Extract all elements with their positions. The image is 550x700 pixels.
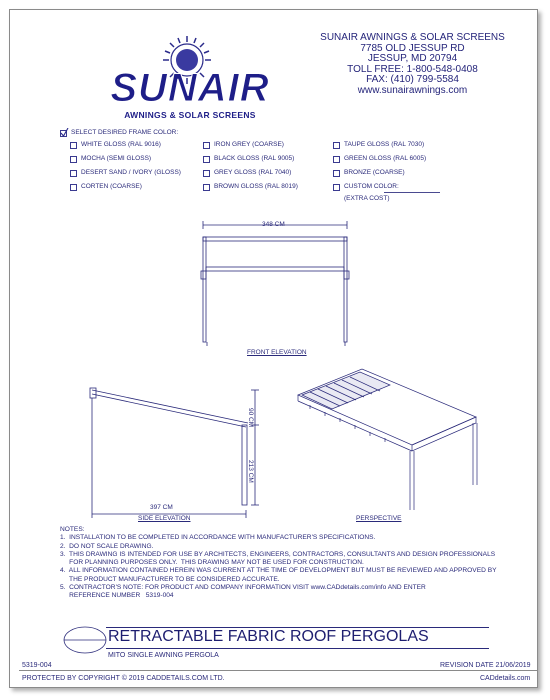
note-line: 1. INSTALLATION TO BE COMPLETED IN ACCORDANCE WITH MANUFACTURER'S SPECIFICATIONS. [60,534,376,542]
color-option-label: TAUPE GLOSS (RAL 7030) [344,141,425,148]
side-height-dimension: 213 CM [247,460,254,483]
frame-color-option[interactable] [70,183,142,191]
revision-date: REVISION DATE 21/06/2019 [440,662,531,669]
frame-color-option[interactable] [203,183,298,191]
company-fax: FAX: (410) 799-5584 [366,74,459,85]
color-option-label: CUSTOM COLOR: [344,183,399,190]
copyright-text: PROTECTED BY COPYRIGHT © 2019 CADDETAILS.COM LTD. [22,675,225,682]
front-width-dimension: 348 CM [262,221,285,228]
color-checkbox[interactable] [333,156,340,163]
color-checkbox[interactable] [333,184,340,191]
color-checkbox[interactable] [203,156,210,163]
color-option-label: BROWN GLOSS (RAL 8019) [214,183,298,190]
note-line: 5. CONTRACTOR'S NOTE: FOR PRODUCT AND COMPANY INFORMATION VISIT www.CADdetails.com/info AND ENTER [60,584,426,592]
note-line: 2. DO NOT SCALE DRAWING. [60,542,154,550]
side-elevation-label: SIDE ELEVATION [138,515,191,522]
notes-list [60,534,496,600]
frame-color-heading [60,129,178,137]
frame-color-option[interactable] [70,169,181,177]
color-option-label: BRONZE (COARSE) [344,169,405,176]
perspective-label: PERSPECTIVE [356,515,402,522]
perspective-drawing [290,365,490,515]
reference-number: 5319-004 [22,662,52,669]
heading-checkbox[interactable] [60,130,67,137]
frame-color-option[interactable] [333,155,426,163]
side-rise-dimension: 90 CM [247,408,254,428]
company-address1: 7785 OLD JESSUP RD [360,42,465,54]
frame-color-option[interactable] [70,141,161,149]
sunair-logo [105,32,275,132]
company-address2: JESSUP, MD 20794 [367,53,458,64]
color-option-label: WHITE GLOSS (RAL 9016) [81,141,161,148]
custom-color-line [384,192,440,193]
frame-color-option[interactable] [333,169,405,177]
color-option-label: GREEN GLOSS (RAL 6005) [344,155,427,162]
color-checkbox[interactable] [203,170,210,177]
drawing-title: RETRACTABLE FABRIC ROOF PERGOLAS [108,628,429,645]
color-option-label: MOCHA (SEMI GLOSS) [81,155,152,162]
note-line: FOR PLANNING PURPOSES ONLY. THIS DRAWING MAY NOT BE USED FOR CONSTRUCTION. [60,559,364,567]
frame-color-option[interactable] [203,169,291,177]
front-elevation-drawing [190,215,365,355]
color-checkbox[interactable] [203,142,210,149]
front-elevation-label: FRONT ELEVATION [247,349,307,356]
frame-color-heading-text: SELECT DESIRED FRAME COLOR: [71,129,179,136]
notes-heading: NOTES: [60,526,85,533]
frame-color-option[interactable] [70,155,151,163]
frame-color-option[interactable] [333,183,399,191]
frame-color-option[interactable] [333,141,424,149]
frame-color-option[interactable] [203,155,294,163]
color-option-label: DESERT SAND / IVORY (GLOSS) [81,169,181,176]
frame-color-option[interactable] [203,141,284,149]
color-option-label: BLACK GLOSS (RAL 9005) [214,155,295,162]
note-line: 4. ALL INFORMATION CONTAINED HEREIN WAS CURRENT AT THE TIME OF DEVELOPMENT BUT MUST BE REVIEWED AND APPROVED BY [60,567,497,575]
color-option-label: GREY GLOSS (RAL 7040) [214,169,292,176]
logo-subtitle: AWNINGS & SOLAR SCREENS [124,110,256,120]
side-depth-dimension: 397 CM [150,504,173,511]
notes-section [60,526,496,601]
drawing-sheet [9,9,538,688]
color-option-label: CORTEN (COARSE) [81,183,142,190]
ref-rule [19,670,537,671]
drawing-subtitle: MITO SINGLE AWNING PERGOLA [108,652,219,659]
company-name: SUNAIR AWNINGS & SOLAR SCREENS [320,32,505,43]
color-checkbox[interactable] [70,184,77,191]
note-line: REFERENCE NUMBER 5319-004 [60,592,174,600]
company-contact [310,33,515,96]
color-option-label: IRON GREY (COARSE) [214,141,284,148]
color-checkbox[interactable] [333,170,340,177]
note-line: 3. THIS DRAWING IS INTENDED FOR USE BY ARCHITECTS, ENGINEERS, CONTRACTORS, CONSULTANTS AND DESIGN PROFESSIONALS [60,550,496,558]
caddetails-site[interactable]: CADdetails.com [480,675,531,682]
color-checkbox[interactable] [70,170,77,177]
custom-color-note: (EXTRA COST) [344,195,390,202]
note-line: THE PRODUCT MANUFACTURER TO BE CONSIDERED ACCURATE. [60,575,280,583]
logo-word: SUNAIR [110,66,270,110]
color-checkbox[interactable] [333,142,340,149]
color-checkbox[interactable] [203,184,210,191]
company-tollfree: TOLL FREE: 1-800-548-0408 [347,63,478,75]
side-elevation-drawing [70,380,270,520]
title-bottom-rule [106,648,489,649]
color-checkbox[interactable] [70,156,77,163]
checkmark-icon [60,128,69,137]
color-checkbox[interactable] [70,142,77,149]
detail-circle-icon [62,625,108,655]
company-website[interactable]: www.sunairawnings.com [357,84,468,96]
